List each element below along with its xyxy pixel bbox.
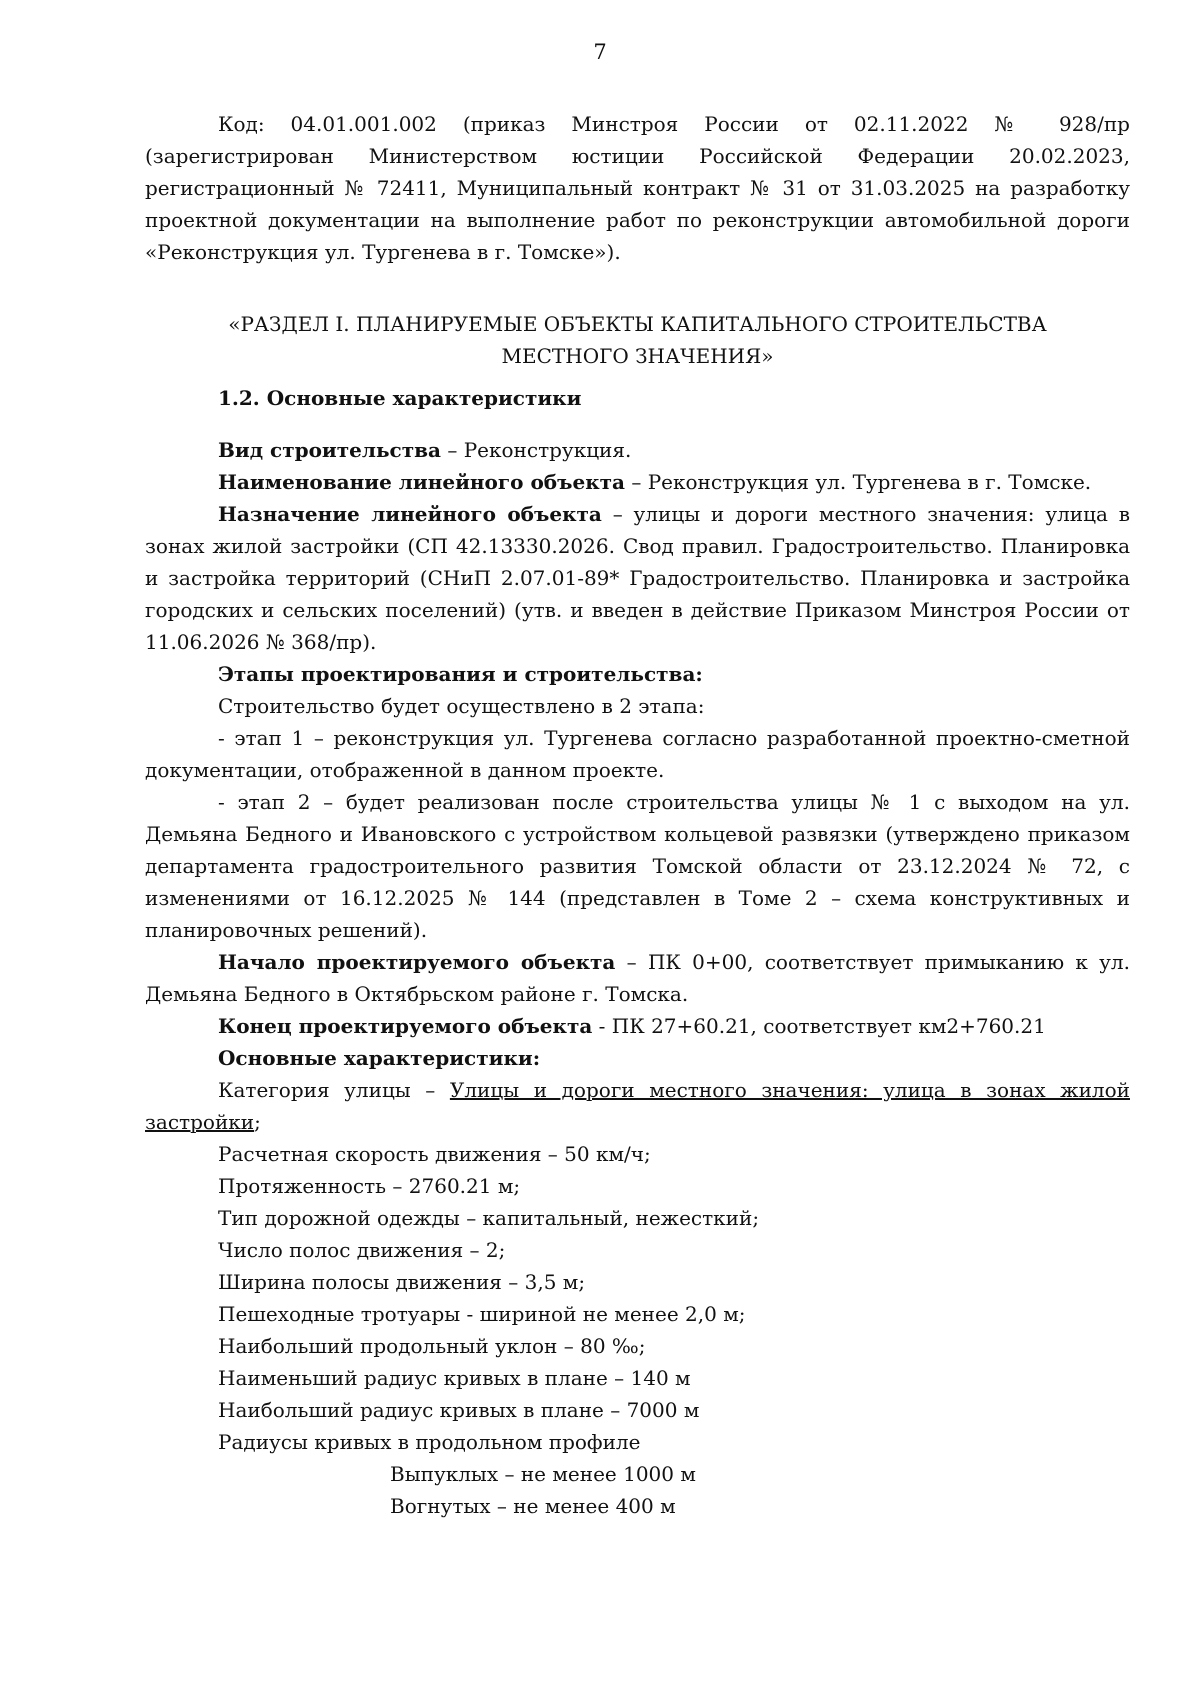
object-name xyxy=(145,466,1130,498)
list-sub-item: Вогнутых – не менее 400 м xyxy=(390,1494,676,1518)
object-name-label: Наименование линейного объекта xyxy=(218,470,625,494)
section-title xyxy=(145,308,1130,372)
stages-heading: Этапы проектирования и строительства: xyxy=(218,662,703,686)
street-category: Категория улицы – Улицы и дороги местного значения: улица в зонах жилой застройки; xyxy=(145,1078,1130,1134)
object-end xyxy=(145,1010,1130,1042)
section-title-line1: «РАЗДЕЛ I. ПЛАНИРУЕМЫЕ ОБЪЕКТЫ КАПИТАЛЬНОГО СТРОИТЕЛЬСТВА xyxy=(228,312,1047,336)
object-start xyxy=(145,946,1130,1010)
characteristics-list xyxy=(145,1138,1130,1522)
intro-paragraph: Код: 04.01.001.002 (приказ Минстроя России от 02.11.2022 № 928/пр (зарегистрирован Министерством юстиции Российской Федерации 20.02.2023, регистрационный № 72411, Муниципальный контракт № 31 от 31.03.2025 на разработку проектной документации на выполнение работ по реконструкции автомобильной дороги «Реконструкция ул. Тургенева в г. Томске»). xyxy=(145,112,1130,264)
section-title-line2: МЕСТНОГО ЗНАЧЕНИЯ» xyxy=(501,344,774,368)
list-item: Наибольший радиус кривых в плане – 7000 м xyxy=(218,1398,700,1422)
page-number: 7 xyxy=(593,40,607,64)
object-end-label: Конец проектируемого объекта xyxy=(218,1014,593,1038)
object-start-value: – ПК 0+00, соответствует примыканию к ул. Демьяна Бедного в Октябрьском районе г. Томска. xyxy=(145,950,1130,1006)
object-start-label: Начало проектируемого объекта xyxy=(218,950,616,974)
object-purpose-label: Назначение линейного объекта xyxy=(218,502,602,526)
stage-2: - этап 2 – будет реализован после строительства улицы № 1 с выходом на ул. Демьяна Бедного и Ивановского с устройством кольцевой развязки (утверждено приказом департамента градостроительного развития Томской области от 23.12.2024 № 72, с изменениями от 16.12.2025 № 144 (представлен в Томе 2 – схема конструктивных и планировочных решений). xyxy=(145,790,1130,942)
list-item: Ширина полосы движения – 3,5 м; xyxy=(218,1270,586,1294)
object-name-value: – Реконструкция ул. Тургенева в г. Томске. xyxy=(625,470,1092,494)
list-item: Наибольший продольный уклон – 80 ‰; xyxy=(218,1334,646,1358)
list-item: Наименьший радиус кривых в плане – 140 м xyxy=(218,1366,691,1390)
list-item: Число полос движения – 2; xyxy=(218,1238,506,1262)
construction-type xyxy=(145,434,1130,466)
list-sub-item: Выпуклых – не менее 1000 м xyxy=(390,1462,696,1486)
construction-type-label: Вид строительства xyxy=(218,438,441,462)
list-item: Протяженность – 2760.21 м; xyxy=(218,1174,521,1198)
object-end-value: - ПК 27+60.21, соответствует км2+760.21 xyxy=(592,1014,1046,1038)
construction-type-value: – Реконструкция. xyxy=(440,438,632,462)
list-item: Расчетная скорость движения – 50 км/ч; xyxy=(218,1142,651,1166)
list-item: Радиусы кривых в продольном профиле xyxy=(218,1430,641,1454)
object-purpose-value: – улицы и дороги местного значения: улица в зонах жилой застройки (СП 42.13330.2026. Свод правил. Градостроительство. Планировка и застройка территорий (СНиП 2.07.01-89* Градостроительство. Планировка и застройка городских и сельских поселений) (утв. и введен в действие Приказом Минстроя России от 11.06.2026 № 368/пр). xyxy=(145,502,1131,654)
street-category-label: Категория улицы – xyxy=(218,1078,450,1102)
stage-1: - этап 1 – реконструкция ул. Тургенева согласно разработанной проектно-сметной документации, отображенной в данном проекте. xyxy=(145,726,1130,782)
section-subtitle: 1.2. Основные характеристики xyxy=(218,386,582,410)
street-category-value: Улицы и дороги местного значения: улица в зонах жилой застройки xyxy=(145,1078,1130,1134)
characteristics-heading: Основные характеристики: xyxy=(218,1046,541,1070)
stages-intro: Строительство будет осуществлено в 2 этапа: xyxy=(218,694,705,718)
list-item: Пешеходные тротуары - шириной не менее 2,0 м; xyxy=(218,1302,746,1326)
object-purpose xyxy=(145,498,1130,658)
list-item: Тип дорожной одежды – капитальный, нежесткий; xyxy=(218,1206,760,1230)
document-body xyxy=(145,108,1130,1522)
